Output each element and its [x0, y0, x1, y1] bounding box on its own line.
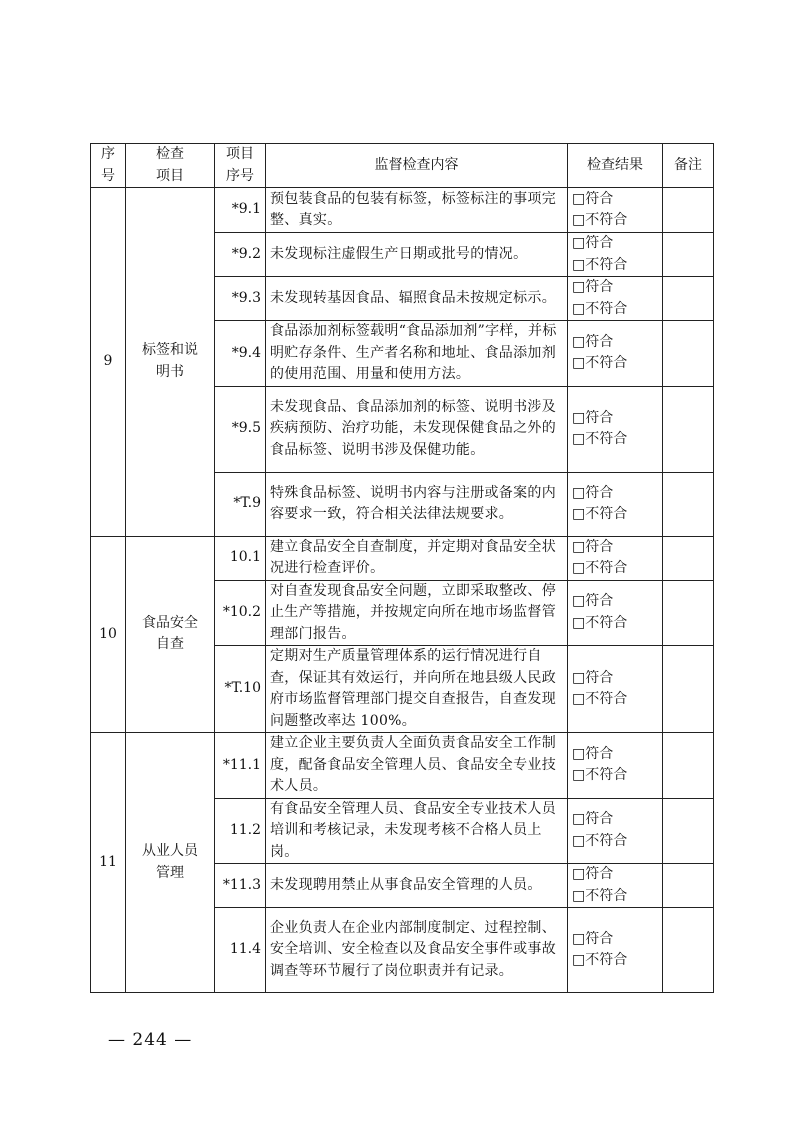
item-number: *T.9: [215, 472, 266, 536]
result-cell: [568, 908, 663, 993]
item-number: *11.1: [215, 733, 266, 799]
note-cell[interactable]: [663, 277, 714, 321]
inspection-content: 建立企业主要负责人全面负责食品安全工作制度，配备食品安全管理人员、食品安全专业技术人员。: [266, 733, 568, 799]
table-row: [91, 536, 714, 580]
note-cell[interactable]: [663, 908, 714, 993]
inspection-content: 特殊食品标签、说明书内容与注册或备案的内容要求一致，符合相关法律法规要求。: [266, 472, 568, 536]
fail-checkbox[interactable]: □不符合: [572, 355, 628, 372]
inspection-content: 未发现聘用禁止从事食品安全管理的人员。: [266, 864, 568, 908]
fail-checkbox[interactable]: □不符合: [572, 767, 628, 784]
item-number: *11.3: [215, 864, 266, 908]
item-number: *9.4: [215, 321, 266, 387]
result-cell: [568, 321, 663, 387]
note-cell[interactable]: [663, 472, 714, 536]
page-number: — 244 —: [108, 1030, 193, 1050]
item-number: *9.3: [215, 277, 266, 321]
result-cell: [568, 277, 663, 321]
result-cell: [568, 646, 663, 733]
result-cell: [568, 580, 663, 646]
item-number: 11.2: [215, 798, 266, 864]
header-note: 备注: [663, 144, 714, 188]
header-seq: 序 号: [91, 144, 126, 188]
item-number: *9.1: [215, 188, 266, 233]
header-item: 检查 项目: [126, 144, 215, 188]
result-cell: [568, 386, 663, 472]
header-result: 检查结果: [568, 144, 663, 188]
header-row: [91, 144, 714, 188]
note-cell[interactable]: [663, 321, 714, 387]
pass-checkbox[interactable]: □符合: [572, 409, 614, 426]
group-item: [126, 536, 215, 733]
inspection-content: 定期对生产质量管理体系的运行情况进行自查，保证其有效运行，并向所在地县级人民政府市场监督管理部门提交自查报告，自查发现问题整改率达 100%。: [266, 646, 568, 733]
inspection-table: [90, 143, 714, 993]
group-item-line: 从业人员: [142, 843, 198, 859]
note-cell[interactable]: [663, 188, 714, 233]
result-cell: [568, 536, 663, 580]
inspection-content: 预包装食品的包装有标签，标签标注的事项完整、真实。: [266, 188, 568, 233]
pass-checkbox[interactable]: □符合: [572, 484, 614, 501]
result-cell: [568, 233, 663, 277]
note-cell[interactable]: [663, 733, 714, 799]
group-item-line: 标签和说: [142, 342, 198, 359]
note-cell[interactable]: [663, 580, 714, 646]
inspection-content: 有食品安全管理人员、食品安全专业技术人员培训和考核记录，未发现考核不合格人员上岗。: [266, 798, 568, 864]
group-item-line: 食品安全: [142, 614, 198, 631]
group-seq: 9: [91, 188, 126, 537]
group-item-line: 明书: [156, 363, 184, 380]
group-item-line: 管理: [156, 864, 184, 881]
result-cell: [568, 472, 663, 536]
inspection-content: 未发现食品、食品添加剂的标签、说明书涉及疾病预防、治疗功能，未发现保健食品之外的食品标签、说明书涉及保健功能。: [266, 386, 568, 472]
item-number: *T.10: [215, 646, 266, 733]
item-number: *10.2: [215, 580, 266, 646]
fail-checkbox[interactable]: □不符合: [572, 691, 628, 707]
item-number: 11.4: [215, 908, 266, 993]
pass-checkbox[interactable]: □符合: [572, 235, 614, 251]
group-seq: 11: [91, 733, 126, 993]
fail-checkbox[interactable]: □不符合: [572, 952, 628, 968]
pass-checkbox[interactable]: □符合: [572, 669, 614, 686]
note-cell[interactable]: [663, 798, 714, 864]
fail-checkbox[interactable]: □不符合: [572, 506, 628, 522]
header-subno: 项目 序号: [215, 144, 266, 188]
pass-checkbox[interactable]: □符合: [572, 333, 614, 350]
result-cell: [568, 733, 663, 799]
note-cell[interactable]: [663, 233, 714, 277]
fail-checkbox[interactable]: □不符合: [572, 832, 628, 849]
item-number: 10.1: [215, 536, 266, 580]
result-cell: [568, 188, 663, 233]
note-cell[interactable]: [663, 646, 714, 733]
group-seq: 10: [91, 536, 126, 733]
note-cell[interactable]: [663, 536, 714, 580]
inspection-content: 食品添加剂标签载明“食品添加剂”字样，并标明贮存条件、生产者名称和地址、食品添加剂的使用范围、用量和使用方法。: [266, 321, 568, 387]
table-body: [91, 188, 714, 993]
pass-checkbox[interactable]: □符合: [572, 866, 614, 882]
pass-checkbox[interactable]: □符合: [572, 930, 614, 947]
header-content: 监督检查内容: [266, 144, 568, 188]
fail-checkbox[interactable]: □不符合: [572, 560, 628, 576]
group-item: [126, 188, 215, 537]
pass-checkbox[interactable]: □符合: [572, 190, 614, 207]
inspection-content: 未发现转基因食品、辐照食品未按规定标示。: [266, 277, 568, 321]
result-cell: [568, 864, 663, 908]
fail-checkbox[interactable]: □不符合: [572, 887, 628, 904]
group-item-line: 自查: [156, 636, 184, 653]
fail-checkbox[interactable]: □不符合: [572, 431, 628, 447]
pass-checkbox[interactable]: □符合: [572, 811, 614, 828]
item-number: *9.5: [215, 386, 266, 472]
note-cell[interactable]: [663, 864, 714, 908]
inspection-content: 未发现标注虚假生产日期或批号的情况。: [266, 233, 568, 277]
pass-checkbox[interactable]: □符合: [572, 593, 614, 610]
pass-checkbox[interactable]: □符合: [572, 745, 614, 762]
fail-checkbox[interactable]: □不符合: [572, 614, 628, 631]
fail-checkbox[interactable]: □不符合: [572, 212, 628, 228]
fail-checkbox[interactable]: □不符合: [572, 256, 628, 273]
inspection-content: 对自查发现食品安全问题，立即采取整改、停止生产等措施，并按规定向所在地市场监督管理部门报告。: [266, 580, 568, 646]
pass-checkbox[interactable]: □符合: [572, 279, 614, 295]
fail-checkbox[interactable]: □不符合: [572, 300, 628, 317]
item-number: *9.2: [215, 233, 266, 277]
table-row: [91, 733, 714, 799]
note-cell[interactable]: [663, 386, 714, 472]
group-item: [126, 733, 215, 993]
inspection-content: 企业负责人在企业内部制度制定、过程控制、安全培训、安全检查以及食品安全事件或事故调查等环节履行了岗位职责并有记录。: [266, 908, 568, 993]
table-row: [91, 188, 714, 233]
pass-checkbox[interactable]: □符合: [572, 538, 614, 555]
inspection-content: 建立食品安全自查制度，并定期对食品安全状况进行检查评价。: [266, 536, 568, 580]
result-cell: [568, 798, 663, 864]
